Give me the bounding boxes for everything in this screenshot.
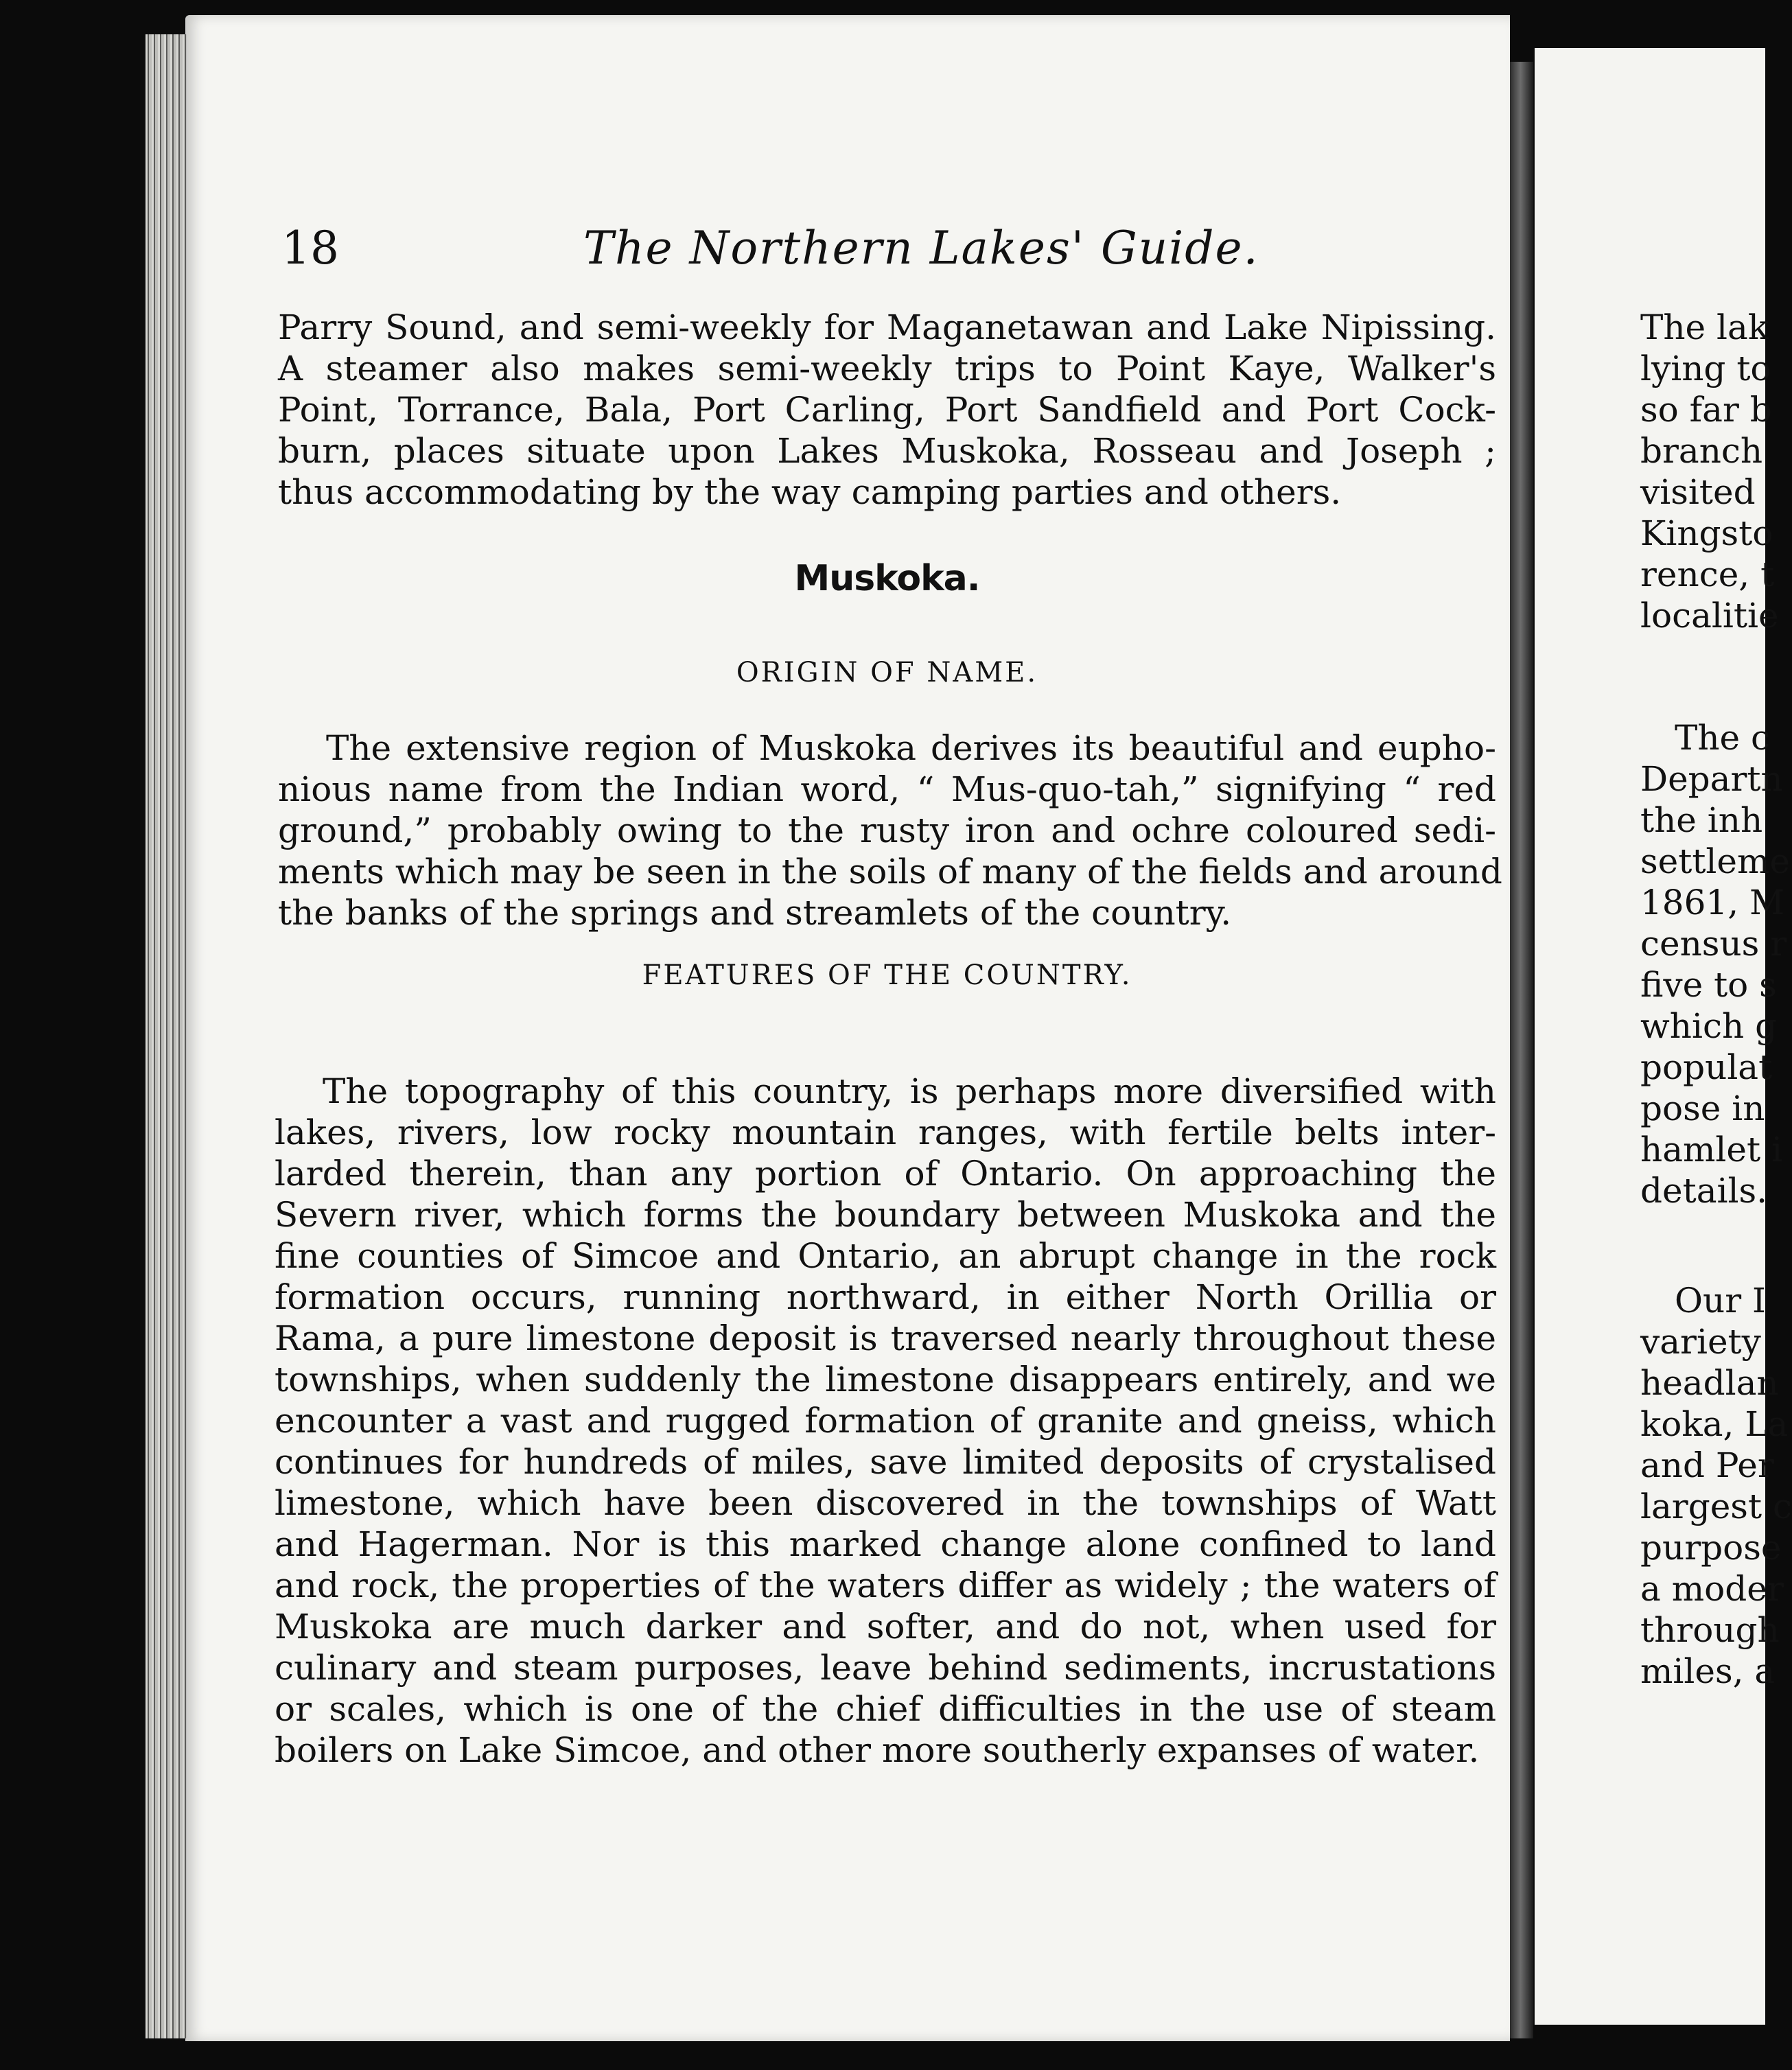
- text-line: The extensive region of Muskoka derives its beautiful and eupho-: [326, 728, 1496, 768]
- text-line: variety: [1640, 1322, 1761, 1362]
- text-line: culinary and steam purposes, leave behind sediments, incrustations: [275, 1648, 1496, 1688]
- text-line: or scales, which is one of the chief difficulties in the use of steam: [275, 1689, 1496, 1729]
- subheading-features: FEATURES OF THE COUNTRY.: [642, 960, 1132, 991]
- text-line: thus accommodating by the way camping parties and others.: [278, 472, 1342, 512]
- origin-paragraph: [278, 728, 1502, 933]
- text-line: Departn: [1640, 759, 1783, 799]
- running-title: The Northern Lakes' Guide.: [583, 222, 1259, 275]
- text-line: details.: [1640, 1171, 1768, 1211]
- text-line: and rock, the properties of the waters differ as widely ; the waters of: [275, 1566, 1496, 1605]
- text-line: koka, La: [1640, 1404, 1789, 1444]
- text-line: 1861, M: [1640, 883, 1785, 922]
- text-line: encounter a vast and rugged formation of granite and gneiss, which: [275, 1401, 1496, 1441]
- right-page-fragments: [1640, 307, 1792, 1692]
- text-line: census r: [1640, 924, 1787, 964]
- text-line: Our I: [1675, 1281, 1766, 1321]
- text-line: rence, t: [1640, 555, 1775, 594]
- text-line: the banks of the springs and streamlets of the country.: [278, 893, 1232, 933]
- text-line: A steamer also makes semi-weekly trips to Point Kaye, Walker's: [278, 349, 1496, 388]
- text-line: limestone, which have been discovered in the townships of Watt: [275, 1483, 1496, 1523]
- text-line: populat: [1640, 1047, 1773, 1087]
- text-line: and Hagerman. Nor is this marked change alone confined to land: [275, 1524, 1496, 1564]
- running-header: [281, 221, 1259, 276]
- text-line: through: [1640, 1610, 1780, 1650]
- text-line: Severn river, which forms the boundary between Muskoka and the: [275, 1195, 1496, 1235]
- text-line: settleme: [1640, 841, 1791, 881]
- text-line: visited: [1640, 472, 1756, 512]
- text-line: Muskoka are much darker and softer, and do not, when used for: [275, 1607, 1496, 1647]
- page-edge-stack: [146, 34, 187, 2038]
- text-line: largest c: [1640, 1487, 1792, 1526]
- text-line: lying to: [1640, 349, 1771, 388]
- text-line: so far b: [1640, 390, 1772, 430]
- text-line: lakes, rivers, low rocky mountain ranges, with fertile belts inter-: [275, 1113, 1496, 1152]
- text-line: nious name from the Indian word, “ Mus-quo-tah,” signifying “ red: [278, 769, 1496, 809]
- text-line: Rama, a pure limestone deposit is traversed nearly throughout these: [275, 1318, 1496, 1358]
- section-title: Muskoka.: [794, 558, 980, 599]
- text-line: burn, places situate upon Lakes Muskoka, Rosseau and Joseph ;: [278, 431, 1496, 471]
- text-line: ground,” probably owing to the rusty iron and ochre coloured sedi-: [278, 811, 1496, 850]
- text-line: Parry Sound, and semi-weekly for Maganetawan and Lake Nipissing.: [278, 307, 1496, 347]
- text-line: ments which may be seen in the soils of many of the fields and around: [278, 852, 1502, 892]
- text-line: pose in: [1640, 1089, 1765, 1128]
- opening-paragraph: [278, 307, 1496, 513]
- page-number: 18: [281, 222, 339, 275]
- text-line: The topography of this country, is perhaps more diversified with: [323, 1071, 1496, 1111]
- features-paragraph: [275, 1071, 1496, 1771]
- text-line: the inh: [1640, 800, 1763, 840]
- text-line: townships, when suddenly the limestone disappears entirely, and we: [275, 1360, 1496, 1399]
- subheading-origin: ORIGIN OF NAME.: [736, 657, 1038, 688]
- text-line: headlan: [1640, 1363, 1779, 1403]
- text-line: which g: [1640, 1006, 1778, 1046]
- text-line: a moder: [1640, 1569, 1784, 1609]
- text-line: miles, a: [1640, 1651, 1776, 1691]
- text-line: The lak: [1640, 307, 1769, 347]
- text-line: purpose: [1640, 1528, 1782, 1568]
- text-line: branch: [1640, 431, 1763, 471]
- text-line: boilers on Lake Simcoe, and other more southerly expanses of water.: [275, 1730, 1480, 1770]
- text-line: fine counties of Simcoe and Ontario, an abrupt change in the rock: [275, 1236, 1496, 1276]
- text-line: continues for hundreds of miles, save limited deposits of crystalised: [275, 1442, 1496, 1482]
- text-line: formation occurs, running northward, in either North Orillia or: [275, 1277, 1496, 1317]
- text-line: Kingsto: [1640, 513, 1773, 553]
- text-line: five to s: [1640, 965, 1777, 1005]
- book-gutter: [1510, 62, 1533, 2038]
- text-line: larded therein, than any portion of Ontario. On approaching the: [275, 1154, 1496, 1194]
- text-line: and Per: [1640, 1445, 1774, 1485]
- text-line: hamlet i: [1640, 1130, 1782, 1170]
- text-line: Point, Torrance, Bala, Port Carling, Port Sandfield and Port Cock-: [278, 390, 1496, 430]
- text-line: localitie: [1640, 596, 1779, 636]
- text-line: The c: [1675, 718, 1771, 758]
